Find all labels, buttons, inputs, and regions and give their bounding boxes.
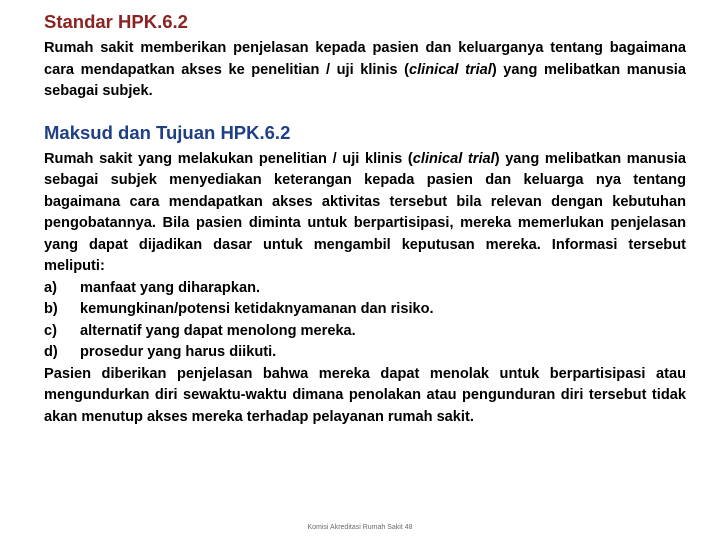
footer-text: Komisi Akreditasi Rumah Sakit 48	[307, 524, 413, 531]
standard-description-text-1: Rumah sakit memberikan penjelasan kepada pasien dan keluarganya tentang bagaimana cara mendapatkan akses ke penelitian / uji klinis (	[44, 40, 686, 78]
purpose-title: Maksud dan Tujuan HPK.6.2	[44, 121, 291, 143]
list-item	[44, 321, 686, 343]
list-item-text: manfaat yang diharapkan.	[80, 279, 261, 296]
purpose-closing: Pasien diberikan penjelasan bahwa mereka dapat menolak untuk berpartisipasi atau mengundurkan diri sewaktu-waktu dimana penolakan atau pengunduran diri tersebut tidak akan menutup akses mereka terhadap pelayanan rumah sakit.	[44, 365, 686, 425]
list-item-marker: b)	[44, 301, 58, 317]
list-item-marker: c)	[44, 322, 57, 339]
purpose-intro-text-1: Rumah sakit yang melakukan penelitian / uji klinis (	[44, 150, 413, 167]
standard-description-text-2: ) yang melibatkan manusia sebagai subjek.	[44, 61, 686, 99]
standard-description-italic: clinical trial	[409, 61, 492, 78]
purpose-intro-italic: clinical trial	[412, 150, 495, 167]
information-list	[44, 278, 686, 364]
standard-description	[44, 38, 686, 103]
list-item	[44, 299, 686, 321]
list-item	[44, 342, 686, 364]
list-item	[44, 278, 686, 300]
list-item-marker: d)	[44, 344, 58, 360]
list-item-text: kemungkinan/potensi ketidaknyamanan dan risiko.	[80, 301, 434, 317]
slide-content	[44, 10, 686, 428]
purpose-intro-text-2: ) yang melibatkan manusia sebagai subjek menyediakan keterangan kepada pasien dan keluarga nya tentang bagaimana cara mendapatkan akses aktivitas tersebut bila relevan dengan kebutuhan pengobatannya. Bila pasien diminta untuk berpartisipasi, mereka memerlukan penjelasan yang dapat dijadikan dasar untuk mengambil keputusan mereka. Informasi tersebut meliputi:	[44, 150, 686, 274]
purpose-intro	[44, 149, 686, 278]
standard-title: Standar HPK.6.2	[44, 11, 188, 32]
list-item-text: alternatif yang dapat menolong mereka.	[80, 322, 356, 339]
list-item-marker: a)	[44, 279, 57, 296]
list-item-text: prosedur yang harus diikuti.	[80, 344, 277, 360]
